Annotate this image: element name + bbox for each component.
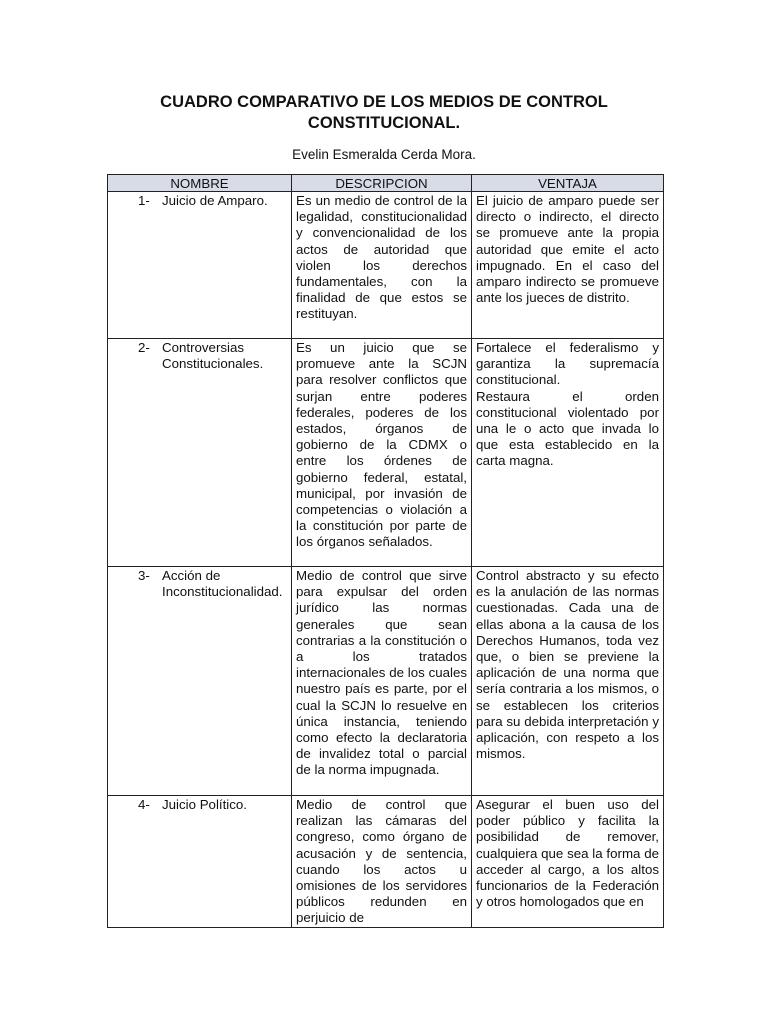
advantage-cell [472, 192, 664, 339]
author-name: Evelin Esmeralda Cerda Mora. [292, 147, 476, 162]
row-name: Juicio Político. [162, 797, 247, 812]
title-line-2: CONSTITUCIONAL. [307, 114, 461, 132]
advantage-cell [472, 339, 664, 567]
advantage-cell [472, 796, 664, 928]
name-cell [108, 796, 292, 928]
advantage-text: Fortalece el federalismo y garantiza la supremacía constitucional. [476, 340, 659, 388]
advantage-text-2: Restaura el orden constitucional violentado por una le o acto que invada lo que esta establecido en la carta magna. [476, 388, 659, 469]
table-header-row [108, 175, 664, 192]
description-cell: Medio de control que realizan las cámaras del congreso, como órgano de acusación y de sentencia, cuando los actos u omisiones de los servidores públicos redunden en perjuicio de [292, 796, 472, 928]
header-descripcion: DESCRIPCION [292, 175, 472, 192]
title-line-1: CUADRO COMPARATIVO DE LOS MEDIOS DE CONTROL [160, 93, 608, 111]
description-cell: Medio de control que sirve para expulsar del orden jurídico las normas generales que sean contrarias a la constitución o a los tratados internacionales de los cuales nuestro país es parte, por el cual la SCJN lo resuelve en única instancia, teniendo como efecto la declaratoria de invalidez total o parcial de la norma impugnada. [292, 567, 472, 796]
row-name: Juicio de Amparo. [162, 193, 268, 208]
advantage-cell [472, 567, 664, 796]
page-title [100, 92, 668, 134]
name-cell [108, 339, 292, 567]
table-row [108, 796, 664, 928]
row-number: 2- [138, 340, 150, 355]
header-ventaja: VENTAJA [472, 175, 664, 192]
table-row [108, 567, 664, 796]
table-row [108, 339, 664, 567]
name-cell [108, 567, 292, 796]
description-cell: Es un juicio que se promueve ante la SCJN para resolver conflictos que surjan entre poderes federales, poderes de los estados, órganos de gobierno de la CDMX o entre los órdenes de gobierno federal, estatal, municipal, por invasión de competencias o violación a la constitución por parte de los órganos señalados. [292, 339, 472, 567]
header-nombre: NOMBRE [108, 175, 292, 192]
row-number: 4- [138, 797, 150, 812]
comparison-table [107, 174, 664, 928]
table-row [108, 192, 664, 339]
advantage-text: Control abstracto y su efecto es la anulación de las normas cuestionadas. Cada una de ellas abona a la causa de los Derechos Humanos, toda vez que, o bien se previene la aplicación de una norma que sería contraria a los mismos, o se establecen los criterios para su debida interpretación y aplicación, con respeto a los mismos. [476, 568, 659, 762]
advantage-text: El juicio de amparo puede ser directo o indirecto, el directo se promueve ante la propia autoridad que emite el acto impugnado. En el caso del amparo indirecto se promueve ante los jueces de distrito. [476, 193, 659, 306]
description-cell: Es un medio de control de la legalidad, constitucionalidad y convencionalidad de los actos de autoridad que violen los derechos fundamentales, con la finalidad de que estos se restituyan. [292, 192, 472, 339]
row-number: 3- [138, 568, 150, 583]
row-name: Acción de Inconstitucionalidad. [162, 568, 283, 600]
advantage-text: Asegurar el buen uso del poder público y facilita la posibilidad de remover, cualquiera que sea la forma de acceder al cargo, a los altos funcionarios de la Federación y otros homologados que en [476, 797, 659, 910]
row-name: Controversias Constitucionales. [162, 340, 264, 372]
name-cell [108, 192, 292, 339]
row-number: 1- [138, 193, 150, 208]
